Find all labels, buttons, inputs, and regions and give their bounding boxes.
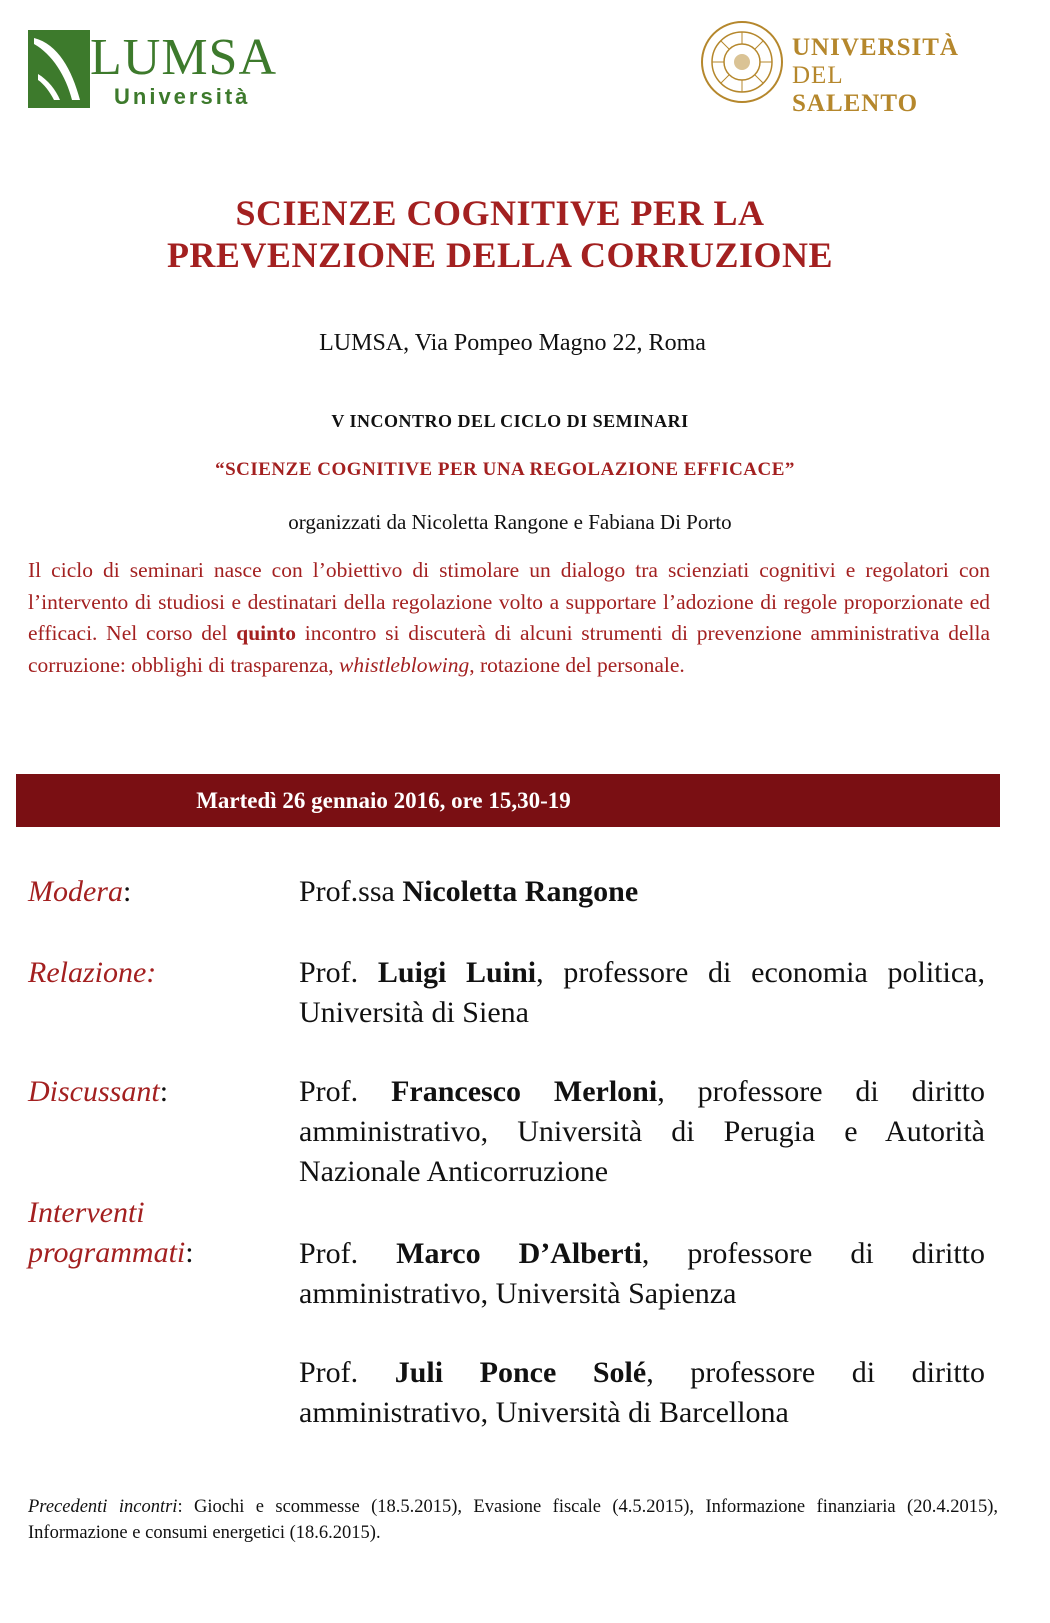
date-text: Martedì 26 gennaio 2016, ore 15,30-19: [196, 788, 571, 813]
university-seal-icon: [700, 20, 784, 104]
ciclo-title: “SCIENZE COGNITIVE PER UNA REGOLAZIONE EFFICACE”: [215, 459, 795, 480]
salento-logo: [700, 20, 960, 117]
title-line-1: SCIENZE COGNITIVE PER LA: [235, 193, 765, 233]
description-paragraph: Il ciclo di seminari nasce con l’obiettivo di stimolare un dialogo tra scienziati cognitivi e regolatori con l’intervento di studiosi e destinatari della regolazione volto a supportare l’adozione di regole proporzionate ed efficaci. Nel corso del quinto incontro si discuterà di alcuni strumenti di prevenzione amministrativa della corruzione: obblighi di trasparenza, whistleblowing, rotazione del personale.: [28, 558, 990, 677]
incontro-heading: V INCONTRO DEL CICLO DI SEMINARI: [331, 411, 689, 431]
lumsa-leaf-icon: [28, 30, 90, 108]
speaker-moderator: Prof.ssa Nicoletta Rangone: [299, 875, 639, 908]
lumsa-logo: [28, 29, 278, 110]
speaker-interventi-1: Prof. Marco D’Alberti, professore di diritto amministrativo, Università Sapienza: [299, 1237, 985, 1310]
speaker-discussant: Prof. Francesco Merloni, professore di diritto amministrativo, Università di Perugia e Autorità Nazionale Anticorruzione: [299, 1075, 985, 1188]
speaker-relazione: Prof. Luigi Luini, professore di economia politica, Università di Siena: [299, 956, 985, 1029]
role-modera: Modera:: [28, 875, 132, 908]
lumsa-wordmark: LUMSA: [90, 29, 278, 86]
speaker-interventi-2: Prof. Juli Ponce Solé, professore di diritto amministrativo, Università di Barcellona: [299, 1356, 985, 1429]
role-discussant: Discussant:: [28, 1075, 169, 1108]
date-banner: [16, 774, 1000, 827]
role-interventi: Interventi programmati:: [28, 1196, 194, 1269]
previous-meetings: Precedenti incontri: Giochi e scommesse (18.5.2015), Evasione fiscale (4.5.2015), Informazione finanziaria (20.4.2015), Informazione e consumi energetici (18.6.2015).: [28, 1497, 998, 1543]
salento-line1: UNIVERSITÀ: [792, 34, 959, 61]
title-line-2: PREVENZIONE DELLA CORRUZIONE: [166, 235, 834, 275]
salento-line2: DEL SALENTO: [792, 62, 919, 117]
role-relazione: Relazione:: [28, 956, 157, 989]
organizers: organizzati da Nicoletta Rangone e Fabiana Di Porto: [288, 510, 732, 534]
page-title: [0, 192, 1000, 276]
venue: LUMSA, Via Pompeo Magno 22, Roma: [319, 330, 706, 356]
lumsa-subtitle: Università: [114, 84, 251, 109]
